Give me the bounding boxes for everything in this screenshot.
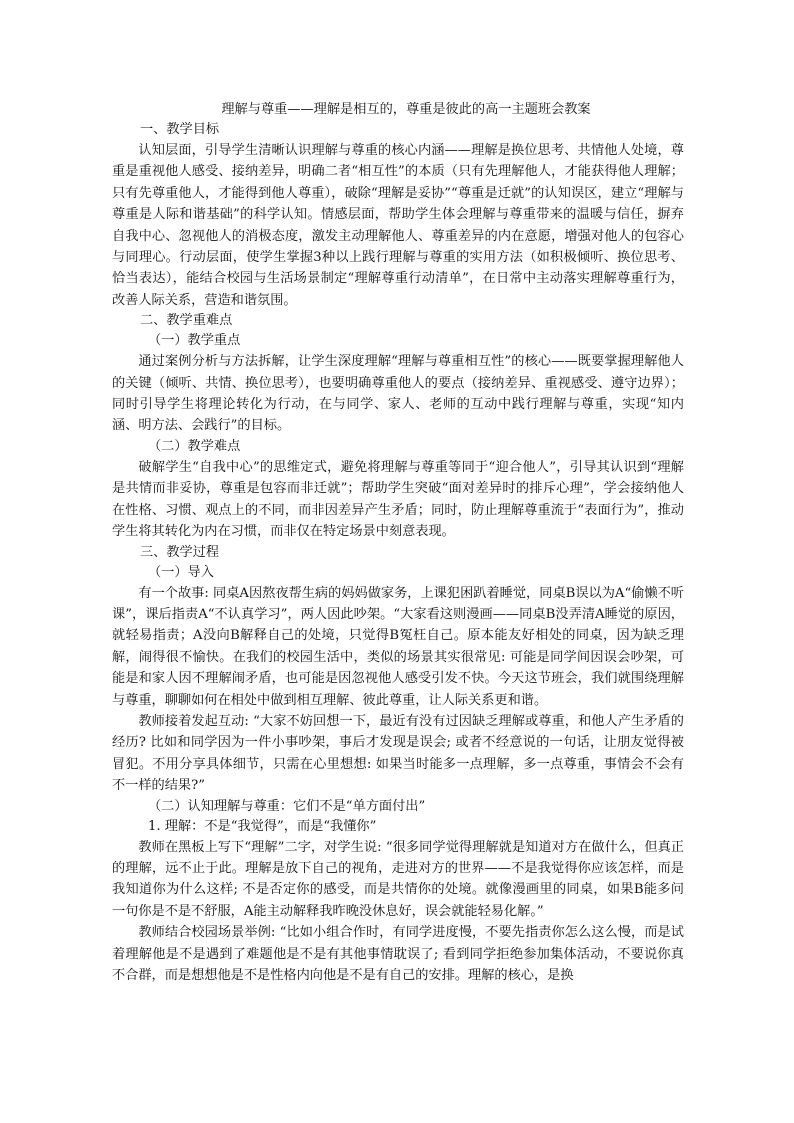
paragraph-interaction: 教师接着发起互动: “大家不妨回想一下，最近有没有过因缺乏理解或尊重，和他人产生矛盾的经历? 比如和同学因为一件小事吵架，事后才发现是误会; 或者不经意说的一句话，让朋友觉得被冒犯。不用分享具体细节，只需在心里想想: 如果当时能多一点理解，多一点尊重，事情会不会有不一样的结果?” [112, 713, 684, 794]
paragraph-story: 有一个故事: 同桌A因熬夜帮生病的妈妈做家务，上课犯困趴着睡觉，同桌B误以为A“偷懒不听课”，课后指责A“不认真学习”，两人因此吵架。“大家看这则漫画——同桌B没弄清A睡觉的原因，就轻易指责；A没向B解释自己的处境，只觉得B冤枉自己。原本能友好相处的同桌，因为缺乏理解，闹得很不愉快。在我们的校园生活中，类似的场景其实很常见: 可能是同学间因误会吵架，可能是和家人因不理解闹矛盾，也可能是因忽视他人感受引发不快。今天这节班会，我们就围绕理解与尊重，聊聊如何在相处中做到相互理解、彼此尊重，让人际关系更和谐。 [112, 585, 684, 708]
paragraph-objectives: 认知层面，引导学生清晰认识理解与尊重的核心内涵——理解是换位思考、共情他人处境，尊重是重视他人感受、接纳差异，明确二者“相互性”的本质（只有先理解他人，才能获得他人理解；只有先尊重他人，才能得到他人尊重），破除“理解是妥协”“尊重是迁就”的认知误区，建立“理解与尊重是人际和谐基础”的科学认知。情感层面，帮助学生体会理解与尊重带来的温暖与信任，摒弃自我中心、忽视他人的消极态度，激发主动理解他人、尊重差异的内在意愿，增强对他人的包容心与同理心。行动层面，使学生掌握3种以上践行理解与尊重的实用方法（如积极倾听、换位思考、恰当表达），能结合校园与生活场景制定“理解尊重行动清单”，在日常中主动落实理解尊重行为，改善人际关系，营造和谐氛围。 [112, 143, 684, 308]
document-title: 理解与尊重——理解是相互的，尊重是彼此的高一主题班会教案 [221, 102, 591, 117]
paragraph-difficulty: 破解学生“自我中心”的思维定式，避免将理解与尊重等同于“迎合他人”，引导其认识到“理解是共情而非妥协，尊重是包容而非迁就”；帮助学生突破“面对差异时的排斥心理”，学会接纳他人在性格、习惯、观点上的不同，而非因差异产生矛盾；同时，防止理解尊重流于“表面行为”，推动学生将其转化为内在习惯，而非仅在特定场景中刻意表现。 [112, 459, 684, 540]
subheading-difficulty: （二）教学难点 [148, 438, 241, 454]
section-heading-key-points: 二、教学重难点 [140, 313, 233, 329]
paragraph-understanding: 教师在黑板上写下“理解”二字，对学生说: “很多同学觉得理解就是知道对方在做什么，但真正的理解，远不止于此。理解是放下自己的视角，走进对方的世界——不是我觉得你应该怎样，而是我知道你为什么这样; 不是否定你的感受，而是共情你的处境。就像漫画里的同桌，如果B能多问一句你是不是不舒服，A能主动解释我昨晚没休息好，误会就能轻易化解。” [112, 839, 684, 919]
subheading-key-point: （一）教学重点 [148, 333, 241, 349]
section-heading-process: 三、教学过程 [140, 544, 220, 560]
subheading-understanding: 1. 理解：不是“我觉得”，而是“我懂你” [148, 818, 377, 834]
document-body [112, 100, 684, 986]
section-heading-objectives: 一、教学目标 [140, 122, 220, 137]
paragraph-campus-examples: 教师结合校园场景举例: “比如小组合作时，有同学进度慢，不要先指责你怎么这么慢，而是试着理解他是不是遇到了难题他是不是有其他事情耽误了; 看到同学拒绝参加集体活动，不要说你真不合群，而是想想他是不是性格内向他是不是有自己的安排。理解的核心，是换 [112, 925, 684, 983]
subheading-introduction: （一）导入 [148, 564, 214, 580]
subheading-cognition: （二）认知理解与尊重：它们不是“单方面付出” [148, 798, 426, 814]
paragraph-key-point: 通过案例分析与方法拆解，让学生深度理解“理解与尊重相互性”的核心——既要掌握理解他人的关键（倾听、共情、换位思考），也要明确尊重他人的要点（接纳差异、重视感受、遵守边界）；同时引导学生将理论转化为行动，在与同学、家人、老师的互动中践行理解与尊重，实现“知内涵、明方法、会践行”的目标。 [112, 354, 684, 434]
